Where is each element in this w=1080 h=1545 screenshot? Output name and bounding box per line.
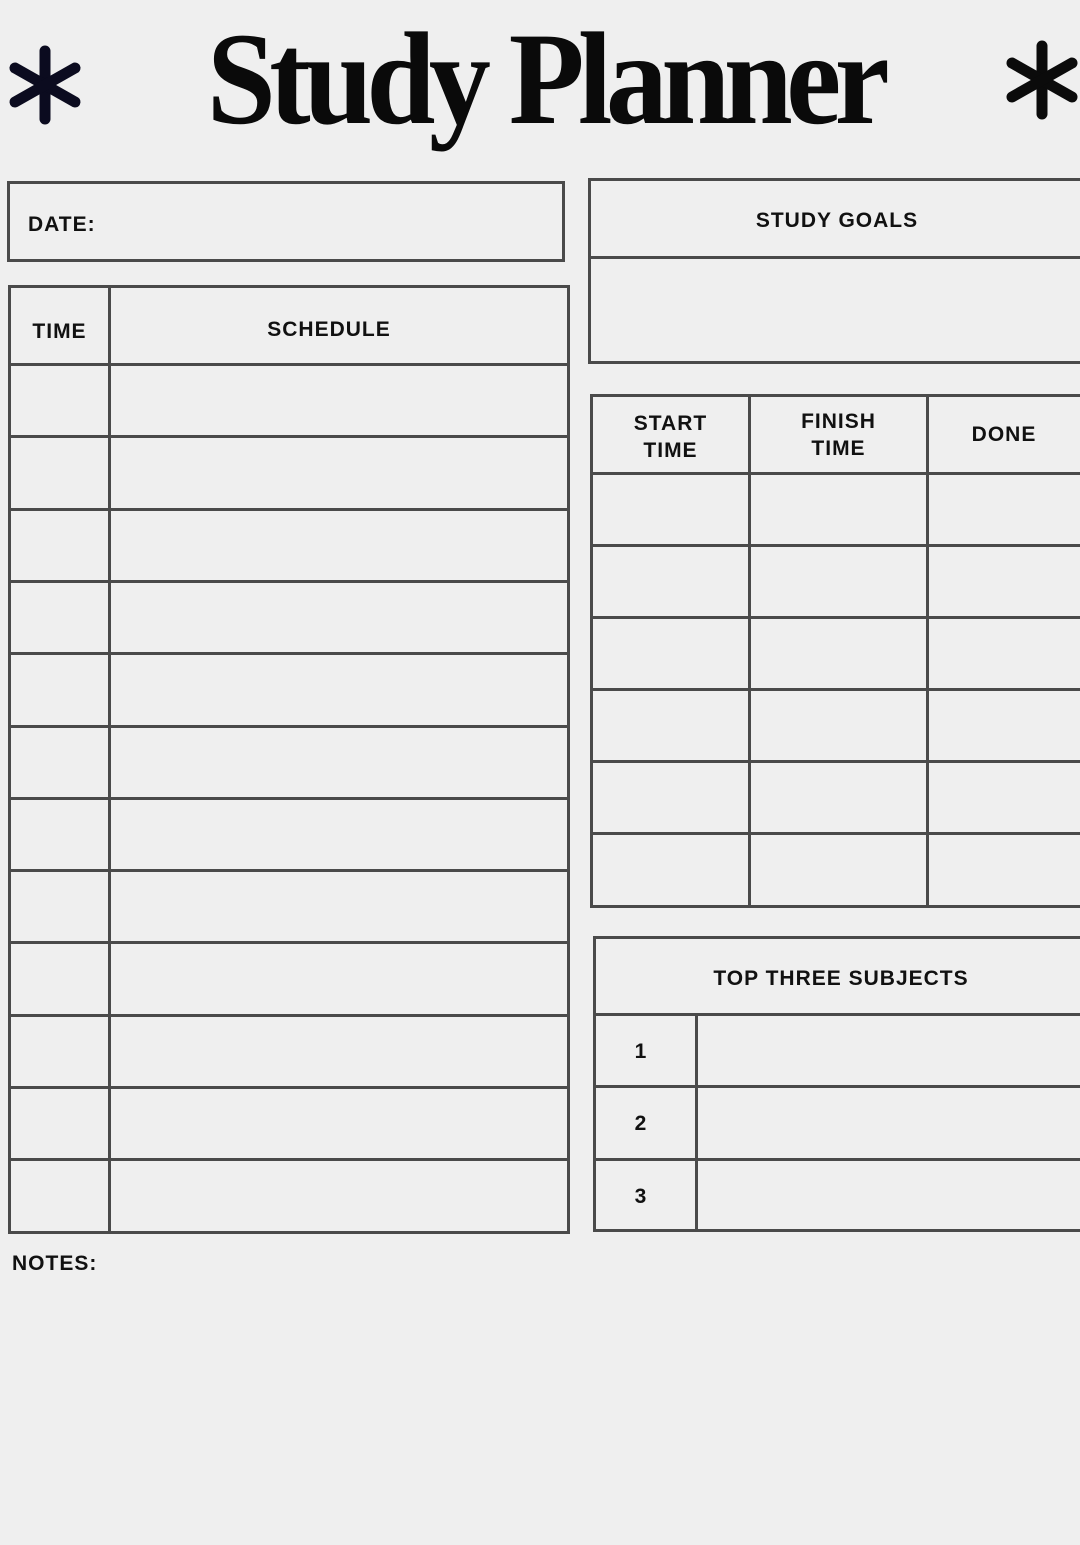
finish-cell[interactable] (751, 475, 926, 544)
study-goals-field[interactable] (591, 259, 1080, 361)
schedule-cell[interactable] (111, 366, 567, 435)
schedule-cell[interactable] (111, 1089, 567, 1158)
subject-field[interactable] (698, 1088, 1080, 1157)
study-goals-label: STUDY GOALS (755, 209, 919, 232)
schedule-cell[interactable] (111, 655, 567, 724)
schedule-cell[interactable] (111, 1161, 567, 1230)
date-box[interactable] (7, 181, 565, 262)
subject-number: 2 (634, 1112, 648, 1136)
finish-cell[interactable] (751, 619, 926, 688)
notes-label: NOTES: (12, 1252, 98, 1275)
schedule-table (8, 285, 570, 1234)
schedule-cell[interactable] (111, 944, 567, 1013)
schedule-column-header: SCHEDULE (267, 318, 391, 341)
done-cell[interactable] (929, 619, 1080, 688)
schedule-cell[interactable] (111, 583, 567, 652)
start-cell[interactable] (593, 763, 748, 832)
top-subjects-table (593, 936, 1080, 1232)
time-column-header: TIME (32, 320, 87, 343)
schedule-cell[interactable] (111, 1017, 567, 1086)
done-header: DONE (971, 423, 1037, 446)
time-cell[interactable] (11, 511, 108, 580)
finish-cell[interactable] (751, 691, 926, 760)
subject-field[interactable] (698, 1161, 1080, 1230)
top-subjects-label: TOP THREE SUBJECTS (713, 967, 969, 990)
time-cell[interactable] (11, 1017, 108, 1086)
notes-field[interactable] (12, 1285, 1068, 1535)
time-cell[interactable] (11, 1089, 108, 1158)
start-cell[interactable] (593, 475, 748, 544)
page-title: Study Planner (206, 5, 884, 152)
time-cell[interactable] (11, 438, 108, 507)
task-timing-table (590, 394, 1080, 908)
start-time-header: START TIME (633, 412, 708, 462)
time-cell[interactable] (11, 800, 108, 869)
done-cell[interactable] (929, 691, 1080, 760)
done-cell[interactable] (929, 475, 1080, 544)
study-goals-box (588, 178, 1080, 364)
start-cell[interactable] (593, 835, 748, 904)
schedule-cell[interactable] (111, 511, 567, 580)
subject-number: 1 (634, 1040, 648, 1063)
asterisk-icon (3, 43, 87, 127)
done-cell[interactable] (929, 547, 1080, 616)
schedule-cell[interactable] (111, 438, 567, 507)
time-cell[interactable] (11, 1161, 108, 1230)
start-cell[interactable] (593, 547, 748, 616)
done-cell[interactable] (929, 763, 1080, 832)
time-cell[interactable] (11, 366, 108, 435)
finish-cell[interactable] (751, 547, 926, 616)
date-label: DATE: (28, 213, 96, 236)
finish-time-header: FINISH TIME (801, 410, 876, 460)
schedule-cell[interactable] (111, 728, 567, 797)
schedule-cell[interactable] (111, 800, 567, 869)
finish-cell[interactable] (751, 835, 926, 904)
done-cell[interactable] (929, 835, 1080, 904)
time-cell[interactable] (11, 872, 108, 941)
time-cell[interactable] (11, 728, 108, 797)
start-cell[interactable] (593, 619, 748, 688)
start-cell[interactable] (593, 691, 748, 760)
subject-number: 3 (634, 1184, 648, 1208)
asterisk-icon (1000, 38, 1080, 122)
time-cell[interactable] (11, 583, 108, 652)
time-cell[interactable] (11, 944, 108, 1013)
subject-field[interactable] (698, 1016, 1080, 1085)
finish-cell[interactable] (751, 763, 926, 832)
time-cell[interactable] (11, 655, 108, 724)
schedule-cell[interactable] (111, 872, 567, 941)
